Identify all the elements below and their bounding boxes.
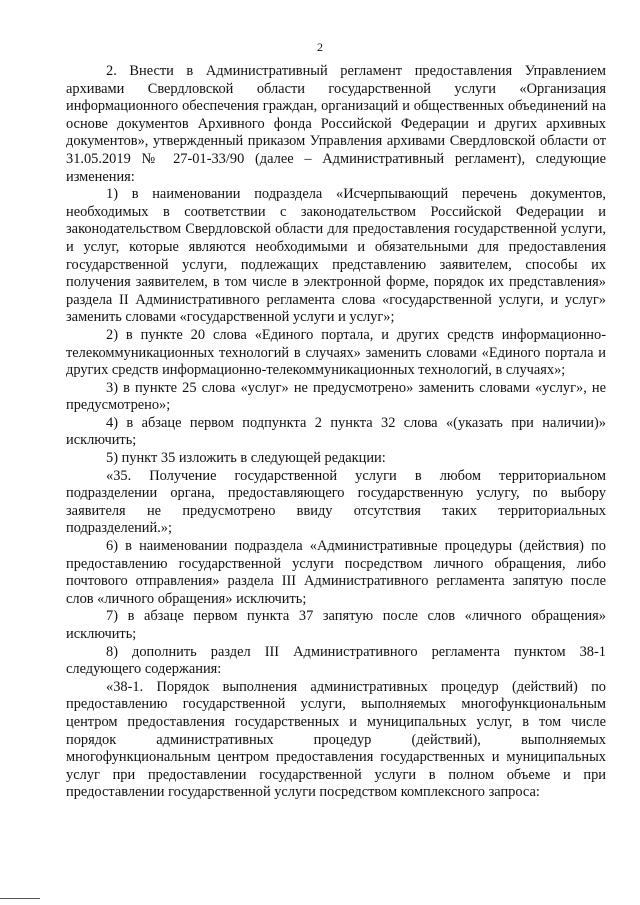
footer-divider: [0, 898, 40, 899]
document-body: [66, 63, 606, 802]
paragraph-subitem-3: 3) в пункте 25 слова «услуг» не предусмотрено» заменить словами «услуг», не предусмотрено»;: [66, 379, 606, 414]
paragraph-item-2: 2. Внести в Административный регламент предоставления Управлением архивами Свердловской области государственной услуги «Организация информационного обеспечения граждан, организаций и общественных объединений на основе документов Архивного фонда Российской Федерации и других архивных документов», утвержденный приказом Управления архивами Свердловской области от 31.05.2019 № 27-01-33/90 (далее – Административный регламент), следующие изменения:: [66, 63, 606, 185]
paragraph-subitem-7: 7) в абзаце первом пункта 37 запятую после слов «личного обращения» исключить;: [66, 608, 606, 642]
paragraph-clause-38-1: «38-1. Порядок выполнения административных процедур (действий) по предоставлению государственной услуги, выполняемых многофункциональным центром предоставления государственных и муниципальных услуг, в том числе порядок административных процедур (действий), выполняемых многофункциональным центром предоставления государственных и муниципальных услуг при предоставлении государственной услуги в полном объеме и при предоставлении государственной услуги посредством комплексного запроса:: [66, 678, 606, 801]
paragraph-clause-35: «35. Получение государственной услуги в любом территориальном подразделении органа, предоставляющего государственную услугу, по выбору заявителя не предусмотрено ввиду отсутствия таких территориальных подразделений.»;: [66, 467, 606, 537]
paragraph-subitem-1: 1) в наименовании подраздела «Исчерпывающий перечень документов, необходимых в соответствии с законодательством Российской Федерации и законодательством Свердловской области для предоставления государственной услуги, и услуг, которые являются необходимыми и обязательными для предоставления государственной услуги, подлежащих представлению заявителем, способы их получения заявителем, в том числе в электронной форме, порядок их представления» раздела II Административного регламента слова «государственной услуги, и услуг» заменить словами «государственной услуги и услуг»;: [66, 186, 606, 326]
paragraph-subitem-6: 6) в наименовании подраздела «Административные процедуры (действия) по предоставлению государственной услуги посредством личного обращения, либо почтового отправления» раздела III Административного регламента запятую после слов «личного обращения» исключить;: [66, 538, 606, 607]
paragraph-subitem-8: 8) дополнить раздел III Административного регламента пунктом 38-1 следующего содержания:: [66, 643, 606, 678]
paragraph-subitem-5: 5) пункт 35 изложить в следующей редакции:: [106, 450, 386, 467]
paragraph-subitem-2: 2) в пункте 20 слова «Единого портала, и других средств информационно-телекоммуникационных технологий в случаях» заменить словами «Единого портала и других средств информационно-телекоммуникационных технологий, в случаях»;: [66, 326, 606, 379]
paragraph-subitem-4: 4) в абзаце первом подпункта 2 пункта 32 слова «(указать при наличии)» исключить;: [66, 414, 606, 449]
page-number: 2: [317, 40, 323, 54]
